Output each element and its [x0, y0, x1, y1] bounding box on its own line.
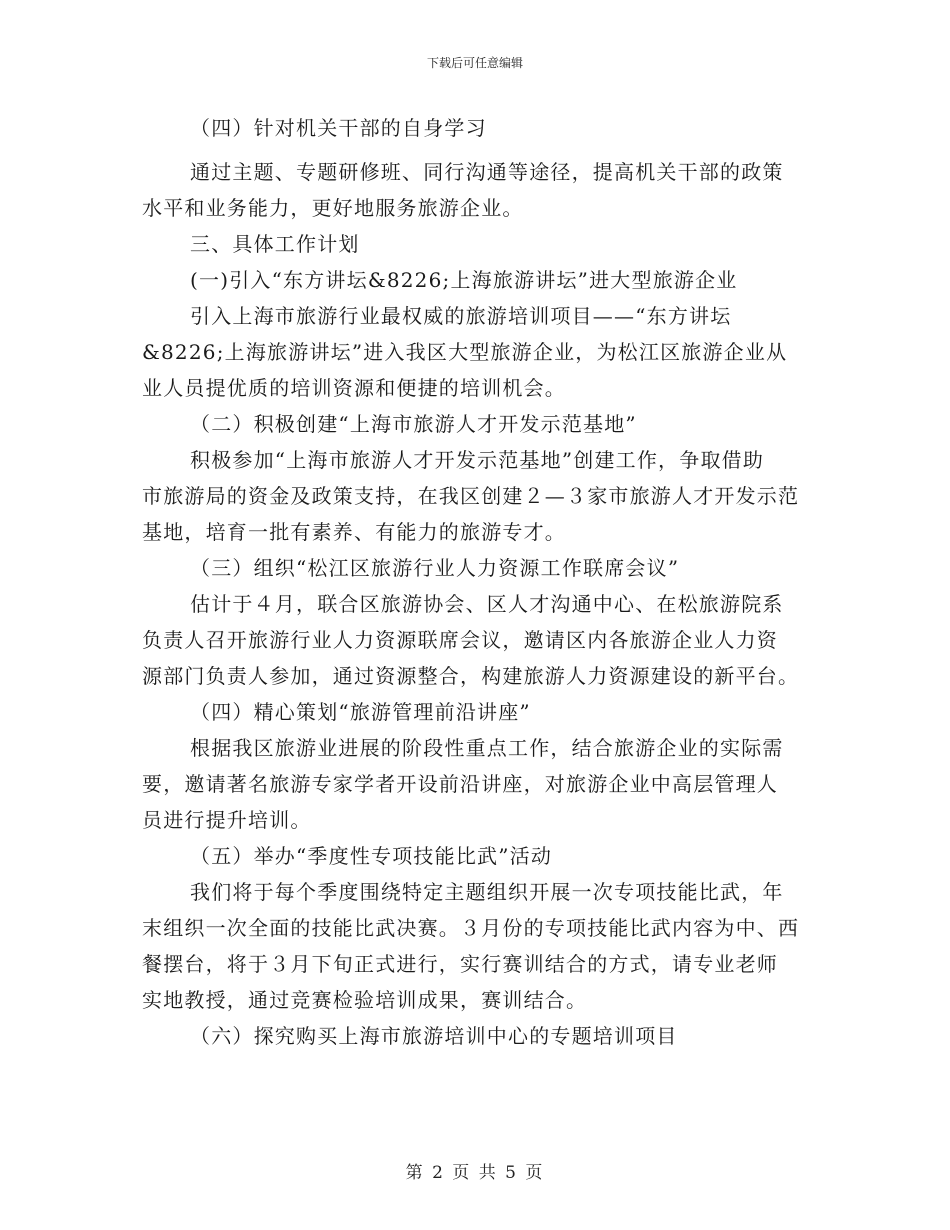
- paragraph-line: 根据我区旅游业进展的阶段性重点工作，结合旅游企业的实际需: [190, 736, 784, 760]
- paragraph-line: 通过主题、专题研修班、同行沟通等途径，提高机关干部的政策: [190, 160, 784, 184]
- page-header: 下载后可任意编辑: [426, 56, 523, 70]
- paragraph-line: 实地教授，通过竞赛检验培训成果，赛训结合。: [142, 988, 588, 1012]
- paragraph-line: 积极参加“上海市旅游人才开发示范基地”创建工作，争取借助: [190, 448, 765, 472]
- paragraph-line: 引入上海市旅游行业最权威的旅游培训项目——“东方讲坛: [190, 304, 732, 328]
- section-heading: （四）针对机关干部的自身学习: [190, 116, 487, 140]
- section-heading: （四）精心策划“旅游管理前沿讲座”: [190, 700, 531, 724]
- section-heading: （五）举办“季度性专项技能比武”活动: [190, 844, 553, 868]
- paragraph-line: 负责人召开旅游行业人力资源联席会议，邀请区内各旅游企业人力资: [142, 628, 778, 652]
- paragraph-line: 餐摆台，将于３月下旬正式进行，实行赛训结合的方式，请专业老师: [142, 952, 778, 976]
- paragraph-line: 基地，培育一批有素养、有能力的旅游专才。: [142, 520, 566, 544]
- paragraph-line: &8226;上海旅游讲坛”进入我区大型旅游企业，为松江区旅游企业从: [142, 340, 788, 364]
- paragraph-line: 源部门负责人参加，通过资源整合，构建旅游人力资源建设的新平台。: [142, 664, 800, 688]
- section-heading: (一)引入“东方讲坛&8226;上海旅游讲坛”进大型旅游企业: [190, 268, 738, 292]
- section-heading: （二）积极创建“上海市旅游人才开发示范基地”: [190, 412, 637, 436]
- section-heading: （六）探究购买上海市旅游培训中心的专题培训项目: [190, 1024, 678, 1048]
- paragraph-line: 业人员提优质的培训资源和便捷的培训机会。: [142, 376, 566, 400]
- section-heading: （三）组织“松江区旅游行业人力资源工作联席会议”: [190, 556, 680, 580]
- document-body: [142, 110, 802, 1054]
- paragraph-line: 末组织一次全面的技能比武决赛。３月份的专项技能比武内容为中、西: [142, 916, 800, 940]
- paragraph-line: 估计于４月，联合区旅游协会、区人才沟通中心、在松旅游院系: [190, 592, 784, 616]
- paragraph-line: 要，邀请著名旅游专家学者开设前沿讲座，对旅游企业中高层管理人: [142, 772, 778, 796]
- paragraph-line: 我们将于每个季度围绕特定主题组织开展一次专项技能比武，年: [190, 880, 784, 904]
- section-heading: 三、具体工作计划: [190, 232, 360, 256]
- paragraph-line: 员进行提升培训。: [142, 808, 312, 832]
- paragraph-line: 市旅游局的资金及政策支持，在我区创建２—３家市旅游人才开发示范: [142, 484, 800, 508]
- paragraph-line: 水平和业务能力，更好地服务旅游企业。: [142, 196, 524, 220]
- page-footer: 第 2 页 共 5 页: [405, 1163, 545, 1183]
